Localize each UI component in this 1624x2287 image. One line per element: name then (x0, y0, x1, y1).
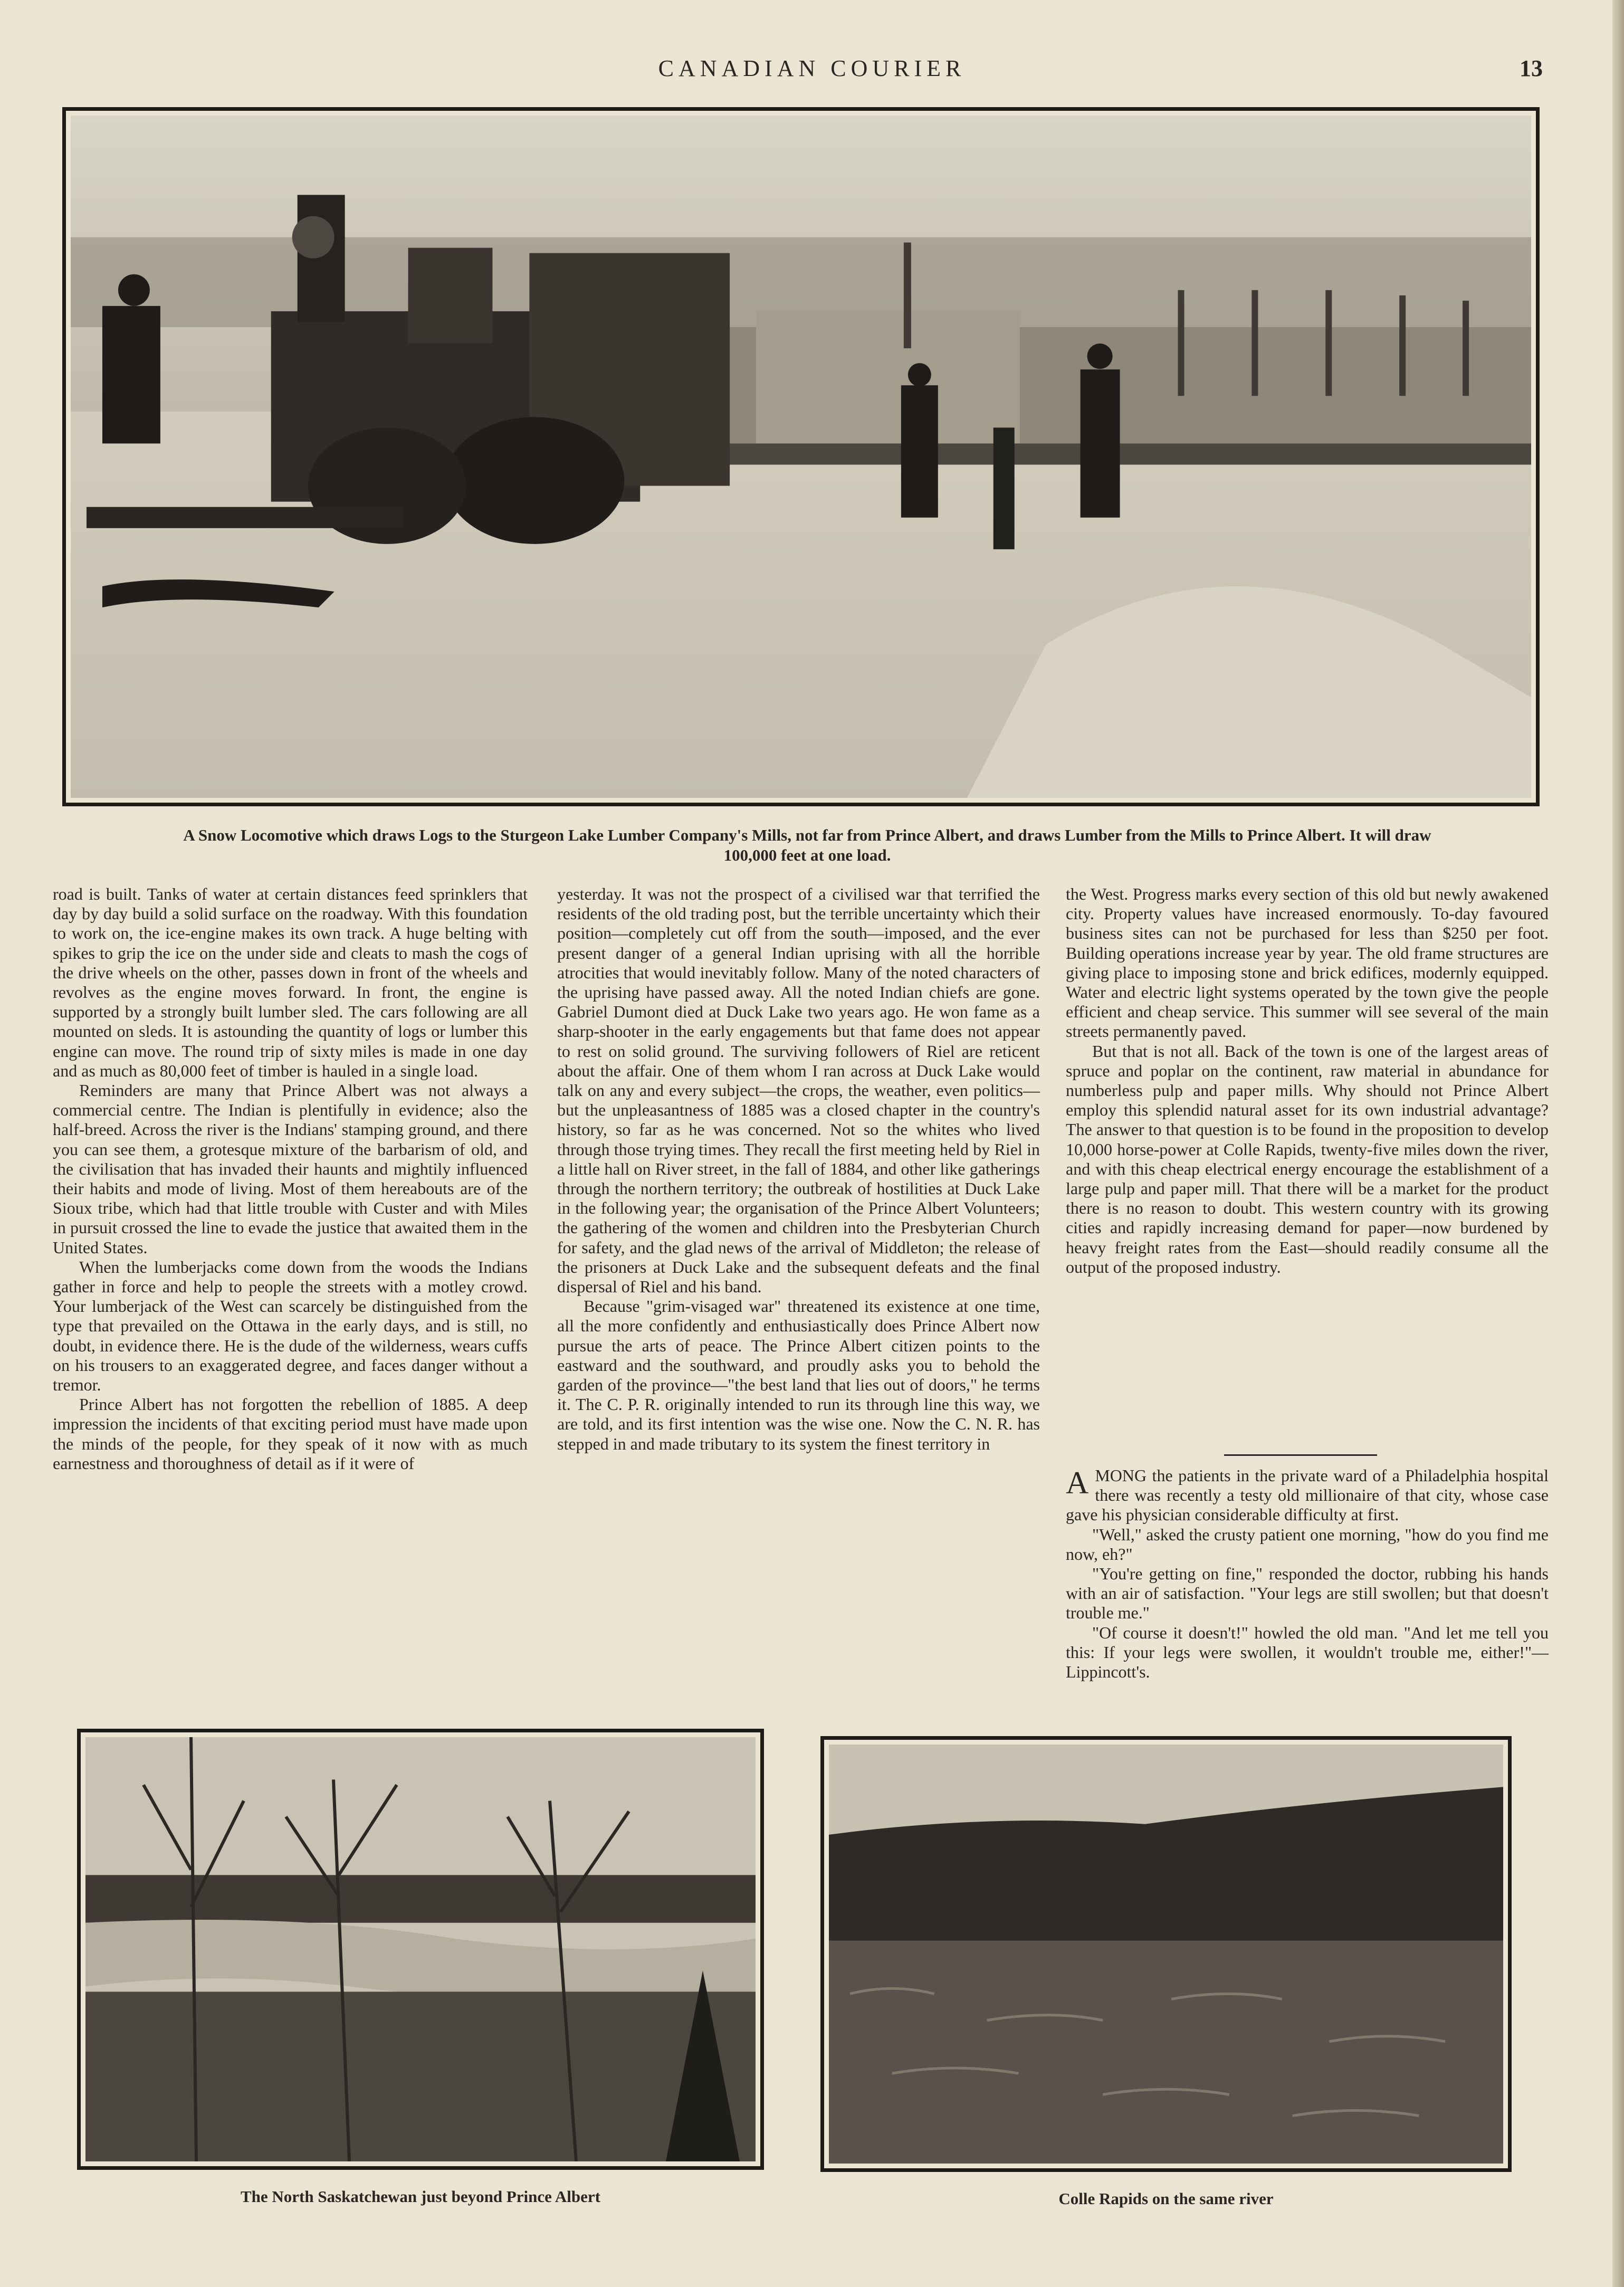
right-paragraph: the West. Progress marks every section of this old but newly awakened city. Property values have increased enormously. To-day favoured business sites can not be purchased for less than $250 per foot. Building operations increase year by year. The old frame structures are giving place to imposing stone and brick edifices, modernly equipped. Water and electric light systems operated by the town give the people efficient and cheap service. This summer will see several of the main streets permanently paved. (1066, 884, 1549, 1041)
anecdote-opening: MONG the patients in the private ward of a Philadelphia hospital there was recently a testy old millionaire of that city, whose case gave his physician considerable difficulty at first. (1066, 1466, 1549, 1524)
middle-column (557, 884, 1040, 1454)
anecdote-paragraph: "You're getting on fine," responded the doctor, rubbing his hands with an air of satisfaction. "Your legs are still swollen; but that doesn't trouble me." (1066, 1564, 1549, 1623)
river-trees-figure (77, 1729, 764, 2170)
left-paragraph: When the lumberjacks come down from the woods the Indians gather in force and help to people the streets with a motley crowd. Your lumberjack of the West can scarcely be distinguished from the type that prevailed on the Ottawa in the early days, and is still, no doubt, in evidence there. He is the dude of the wilderness, wears cuffs on his trousers to an exaggerated degree, and faces danger without a tremor. (53, 1257, 528, 1395)
left-paragraph: road is built. Tanks of water at certain distances feed sprinklers that day by day build a solid surface on the roadway. With this foundation to work on, the ice-engine makes its own track. A huge belting with spikes to grip the ice on the under side and cleats to mash the cogs of the drive wheels on the other, passes down in front of the wheels and revolves as the engine moves forward. In front, the engine is supported by a strongly built lumber sled. The cars following are all mounted on sleds. It is astounding the quantity of logs or lumber this engine can move. The round trip of sixty miles is made in one day and as much as 80,000 feet of timber is hauled in a single load. (53, 884, 528, 1080)
right-column (1066, 884, 1549, 1277)
anecdote-paragraph (1066, 1466, 1549, 1525)
anecdote (1066, 1466, 1549, 1682)
middle-paragraph: Because "grim-visaged war" threatened its existence at one time, all the more confidently and enthusiastically does Prince Albert now pursue the arts of peace. The Prince Albert citizen points to the eastward and the southward, and proudly asks you to behold the garden of the province—"the best land that lies out of doors," he terms it. The C. P. R. originally intended to run its through line this way, we are told, and its first intention was the wise one. Now the C. N. R. has stepped in and made tributary to its system the finest territory in (557, 1297, 1040, 1453)
left-paragraph: Prince Albert has not forgotten the rebellion of 1885. A deep impression the incidents of that exciting period must have made upon the minds of the people, for they speak of it now with as much earnestness and thoroughness of detail as if it were of (53, 1395, 528, 1473)
anecdote-paragraph: "Of course it doesn't!" howled the old man. "And let me tell you this: If your legs were swollen, it wouldn't trouble me, either!"—Lippincott's. (1066, 1623, 1549, 1682)
right-paragraph: But that is not all. Back of the town is one of the largest areas of spruce and poplar on the continent, raw material in abundance for numberless pulp and paper mills. Why should not Prince Albert employ this splendid natural asset for its own industrial advantage? The answer to that question is to be found in the proposition to develop 10,000 horse-power at Colle Rapids, twenty-five miles down the river, and with this cheap electrical energy encourage the establishment of a large pulp and paper mill. That there will be a market for the product there is no reason to doubt. This western country with its growing cities and rapidly increasing demand for paper—now burdened by heavy freight rates from the East—should readily consume all the output of the proposed industry. (1066, 1041, 1549, 1276)
rapids-figure (820, 1736, 1512, 2172)
snow-locomotive-photo (71, 116, 1531, 798)
left-column (53, 884, 528, 1473)
bottom-right-caption: Colle Rapids on the same river (1058, 2189, 1274, 2208)
river-trees-photo (85, 1737, 756, 2161)
section-divider (1224, 1454, 1377, 1456)
snow-locomotive-figure (62, 107, 1540, 806)
middle-paragraph: yesterday. It was not the prospect of a civilised war that terrified the residents of the old trading post, but the terrible uncertainty which their position—completely cut off from the south—imposed, and the ever present danger of a general Indian uprising with all the horrible atrocities that would inevitably follow. Many of the noted characters of the uprising have passed away. All the noted Indian chiefs are gone. Gabriel Dumont died at Duck Lake two years ago. He won fame as a sharp-shooter in the early engagements but that fame does not appear to rest on solid ground. The surviving followers of Riel are reticent about the affair. One of them whom I ran across at Duck Lake would talk on any and every subject—the crops, the weather, even politics—but the unpleasantness of 1885 was a closed chapter in the country's history, so far as he was concerned. Not so the whites who lived through those trying times. They recall the first meeting held by Riel in a little hall on River street, in the fall of 1884, and other like gatherings through the northern territory; the outbreak of hostilities at Duck Lake in the following year; the organisation of the Prince Albert Volunteers; the gathering of the women and children into the Presbyterian Church for safety, and the glad news of the arrival of Middleton; the release of the prisoners at Duck Lake and the subsequent defeats and the final dispersal of Riel and his band. (557, 884, 1040, 1297)
drop-cap: A (1066, 1465, 1089, 1500)
rapids-photo (829, 1745, 1503, 2164)
page-edge (1612, 0, 1624, 2287)
top-photo-caption: A Snow Locomotive which draws Logs to the Sturgeon Lake Lumber Company's Mills, not far from Prince Albert, and draws Lumber from the Mills to Prince Albert. It will draw 100,000 feet at one load. (183, 826, 1431, 864)
running-head: CANADIAN COURIER (658, 55, 966, 81)
left-paragraph: Reminders are many that Prince Albert was not always a commercial centre. The Indian is plentifully in evidence; also the half-breed. Across the river is the Indians' stamping ground, and there you can see them, a grotesque mixture of the barbarism of old, and the civilisation that has invaded their haunts and mightily influenced their habits and mode of living. Most of them hereabouts are of the Sioux tribe, which had that little trouble with Custer and with Miles in pursuit crossed the line to evade the justice that awaited them in the United States. (53, 1081, 528, 1257)
page-number: 13 (1520, 55, 1543, 81)
bottom-left-caption: The North Saskatchewan just beyond Prince Albert (240, 2187, 600, 2206)
anecdote-paragraph: "Well," asked the crusty patient one morning, "how do you find me now, eh?" (1066, 1524, 1549, 1564)
